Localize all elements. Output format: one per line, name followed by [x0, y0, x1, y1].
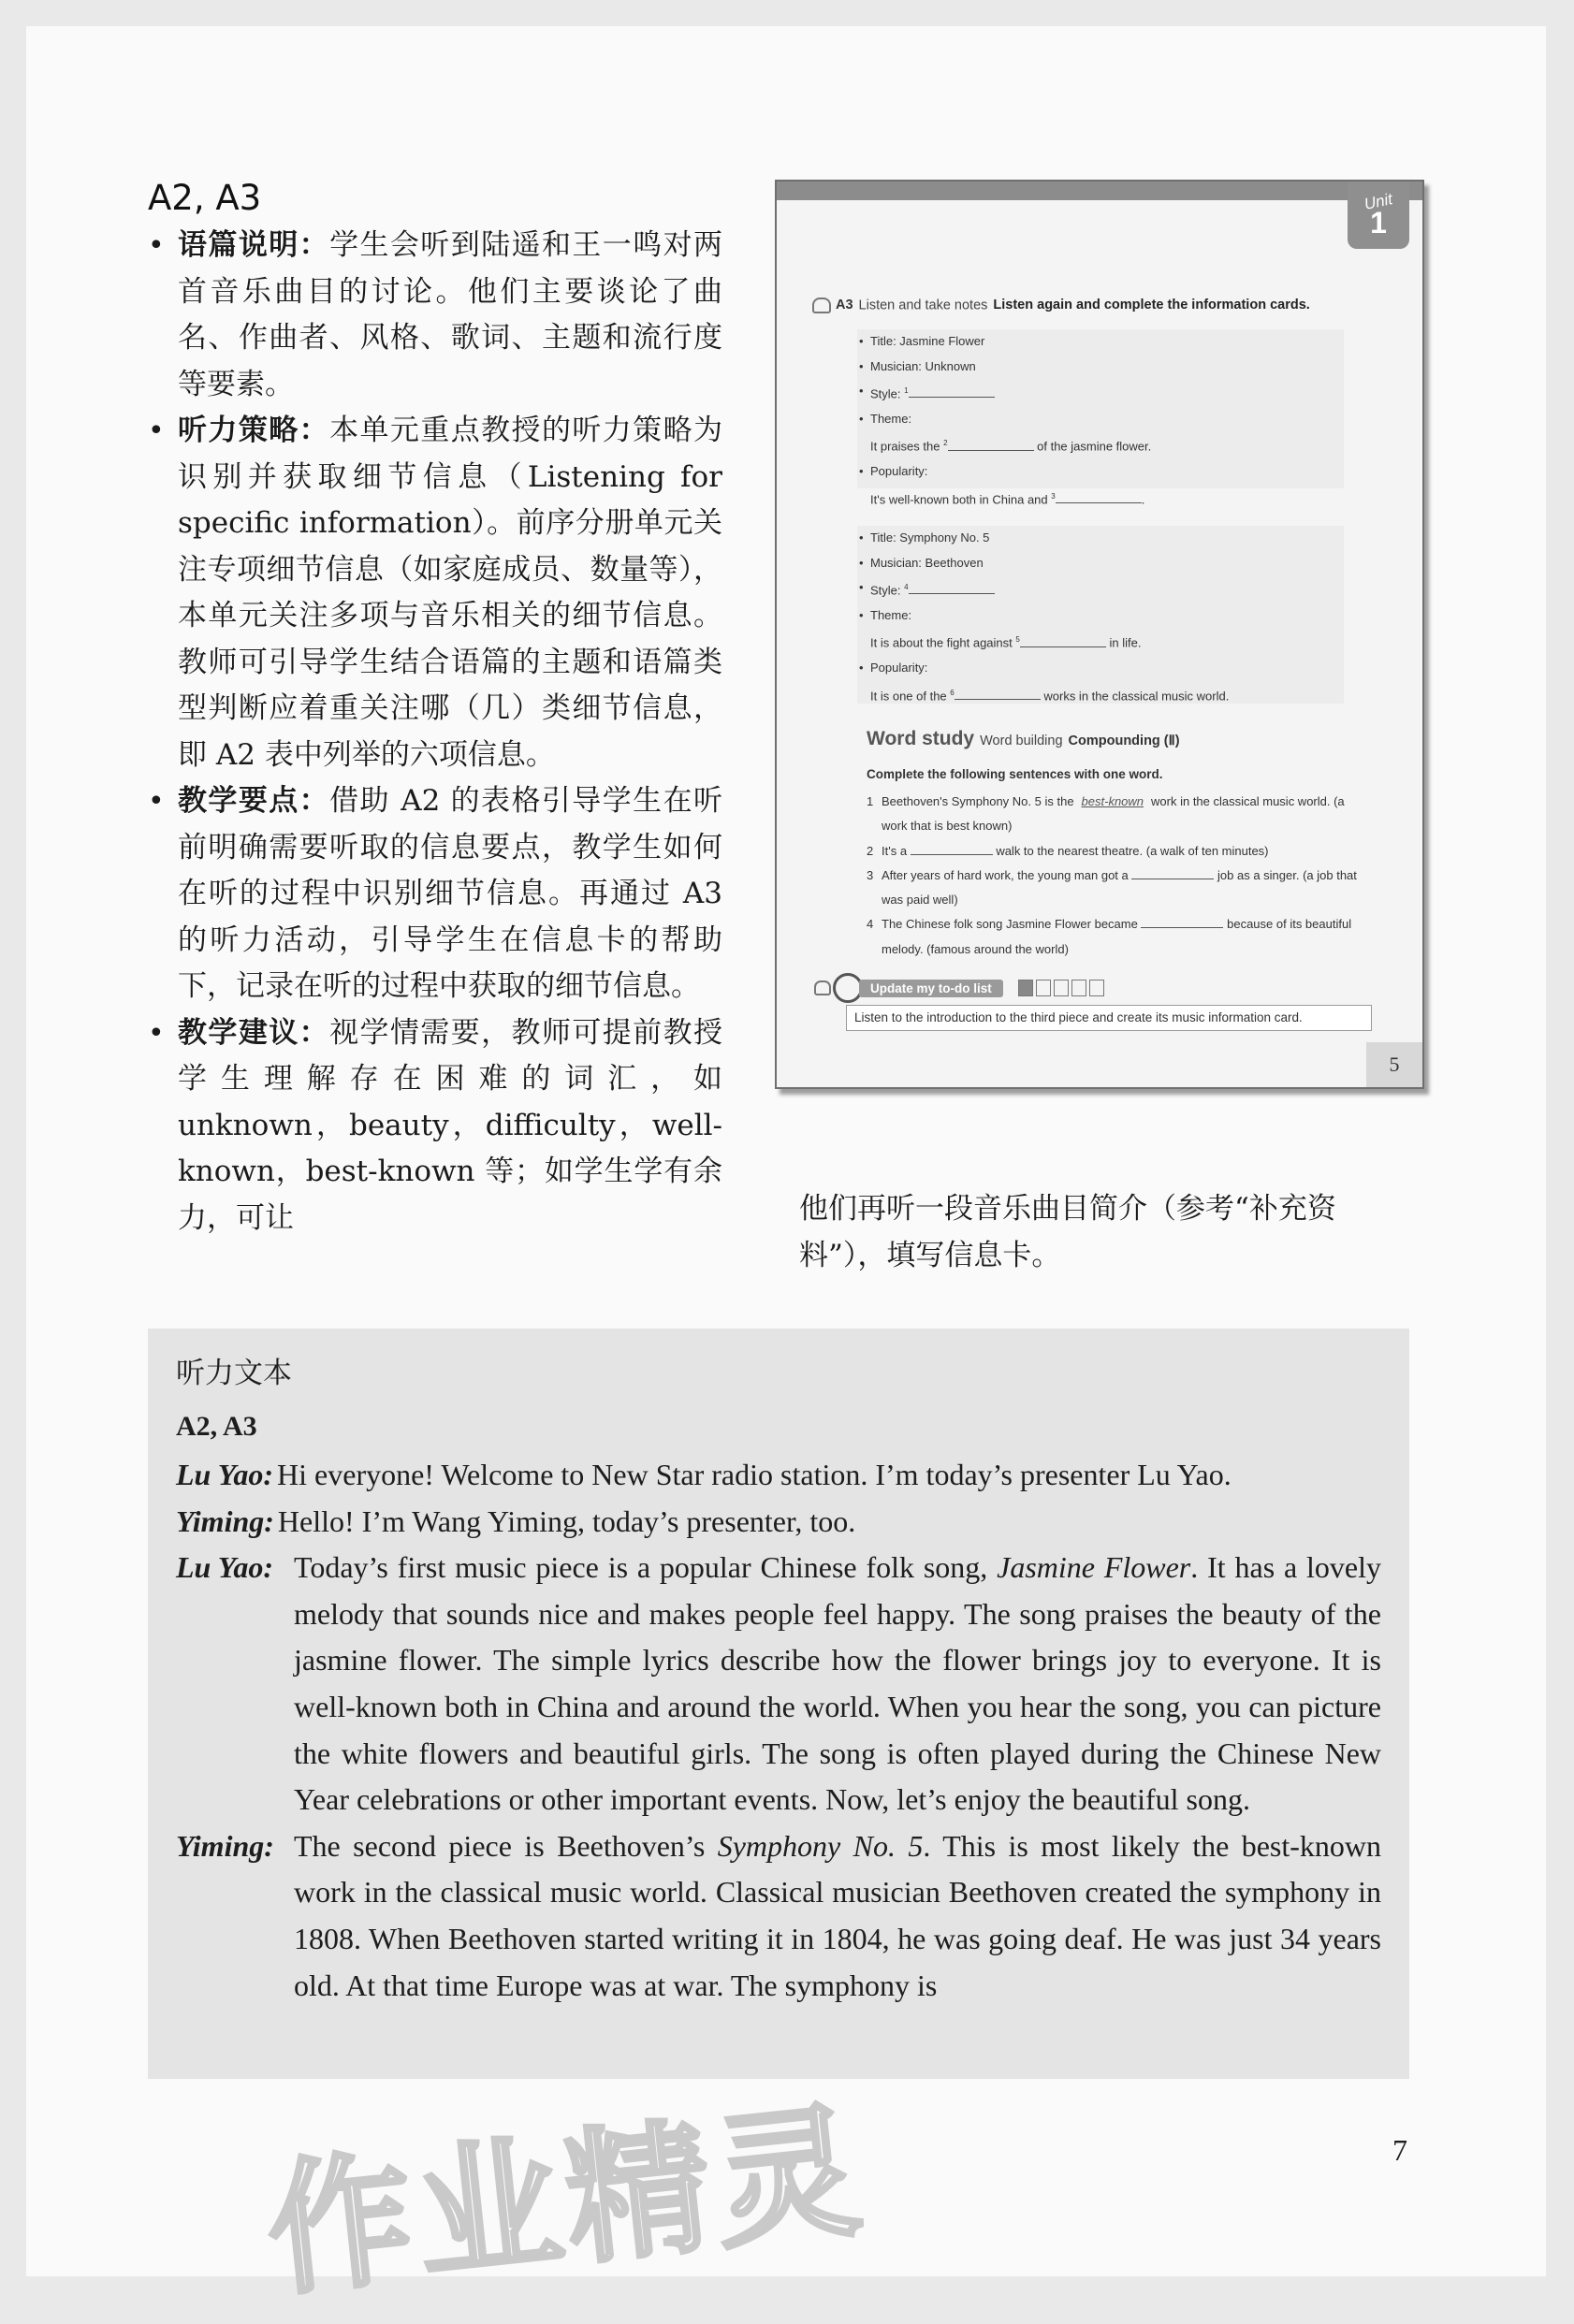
- card-theme: Theme:: [870, 411, 912, 426]
- todo-task: Listen to the introduction to the third piece and create its music information card.: [846, 1005, 1372, 1031]
- textbook-page-image: [775, 180, 1424, 1089]
- textbook-page-number: 5: [1366, 1042, 1422, 1087]
- note-label: 教学要点：: [178, 784, 330, 818]
- page-number: 7: [1392, 2133, 1407, 2167]
- teaching-notes: [146, 223, 722, 1242]
- word-study-label: Word study: [867, 728, 975, 749]
- note-text: 本单元重点教授的听力策略为识别并获取细节信息（Listening for specific information）。前序分册单元关注专项细节信息（如家庭成员、数量等），本单元关注多项与音乐相关的细节信息。教师可引导学生结合语篇的主题和语篇类型判断应着重关注哪（几）类细节信息，即 A2 表中列举的六项信息。: [178, 414, 723, 772]
- unit-number: 1: [1370, 206, 1387, 240]
- word-study-item: 4 The Chinese folk song Jasmine Flower became because of its beautiful melody. (famous around the world): [867, 917, 1352, 956]
- script-heading: 听力文本: [176, 1357, 292, 1390]
- card-popularity-text-end: works in the classical music world.: [1043, 688, 1230, 703]
- card-theme-text-end: in life.: [1109, 635, 1142, 650]
- dialogue-line: [176, 1823, 1381, 2009]
- card-theme: Theme:: [870, 607, 912, 622]
- card-theme-text: It praises the: [870, 439, 940, 454]
- unit-label: Unit: [1363, 190, 1394, 213]
- todo-header: [814, 973, 1107, 1003]
- item-text: The Chinese folk song Jasmine Flower became: [882, 917, 1138, 932]
- word-study-instruction: Complete the following sentences with one word.: [867, 767, 1163, 781]
- card-musician: Musician: Unknown: [870, 358, 976, 373]
- bullet-icon: •: [148, 229, 165, 262]
- progress-boxes: [1018, 980, 1107, 996]
- card-popularity-text-end: .: [1141, 491, 1145, 506]
- word-building-label: Word building: [980, 734, 1063, 748]
- word-study-item: 2 It's a walk to the nearest theatre. (a walk of ten minutes): [867, 843, 1269, 858]
- card-title: Title: Jasmine Flower: [870, 334, 985, 348]
- watermark: 作业精灵: [259, 2086, 873, 2317]
- dialogue: [176, 1452, 1381, 2009]
- section-title: A2, A3: [148, 178, 262, 218]
- speaker: Yiming:: [176, 1828, 274, 1863]
- headphones-icon: [812, 298, 831, 313]
- line-text: Hi everyone! Welcome to New Star radio station. I’m today’s presenter Lu Yao.: [277, 1458, 1232, 1491]
- note-listening-strategy: [146, 408, 722, 778]
- speaker: Yiming:: [176, 1503, 274, 1538]
- script-subheading: A2, A3: [176, 1411, 257, 1442]
- word-study-title: [867, 728, 1180, 750]
- note-label: 教学建议：: [178, 1015, 330, 1050]
- compounding-label: Compounding (Ⅱ): [1068, 734, 1180, 748]
- note-text: 借助 A2 的表格引导学生在听前明确需要听取的信息要点，教学生如何在听的过程中识别细节信息。再通过 A3 的听力活动，引导学生在信息卡的帮助下，记录在听的过程中获取的细节信息。: [178, 784, 722, 1003]
- speaker: Lu Yao:: [176, 1458, 274, 1491]
- todo-label: Update my to-do list: [859, 980, 1003, 997]
- note-text: 视学情需要，教师可提前教授学生理解存在困难的词汇，如 unknown，beauty，difficulty，well-known，best-known 等；如学生学有余力，可让: [178, 1015, 723, 1235]
- a3-header: [812, 298, 1310, 313]
- unit-tab: [1348, 182, 1409, 249]
- card-popularity: Popularity:: [870, 661, 928, 675]
- listening-script-box: [148, 1329, 1409, 2079]
- info-card-symphony: • Title: Symphony No. 5 • Musician: Beethoven • Style: $^4$ • Theme: It is about the fight against $^5$ in life. • Popularity: It is one of the $^6$ works in the classical music world.: [857, 526, 1344, 704]
- card-popularity-text: It is one of the: [870, 688, 947, 703]
- card-theme-text: It is about the fight against: [870, 635, 1013, 650]
- bullet-icon: •: [148, 1016, 165, 1050]
- line-text: Hello! I’m Wang Yiming, today’s presenter, too.: [277, 1503, 856, 1538]
- a3-instruction: Listen again and complete the information cards.: [993, 298, 1310, 313]
- card-musician: Musician: Beethoven: [870, 555, 984, 570]
- note-teaching-suggestions: [146, 1010, 722, 1242]
- dialogue-line: [176, 1452, 1381, 1499]
- card-style: Style:: [870, 386, 901, 401]
- note-text-description: [146, 223, 722, 408]
- speaker: Lu Yao:: [176, 1550, 274, 1585]
- note-teaching-points: [146, 778, 722, 1010]
- word-study-list: [867, 790, 1372, 962]
- line-text: The second piece is Beethoven’s Symphony No. 5. This is most likely the best-known work in the classical music world. Classical musician Beethoven created the symphony in 1808. When Beethoven started writing it in 1804, he was going deaf. He was just 34 years old. At that time Europe was at war. The symphony is: [294, 1828, 1382, 2002]
- card-popularity-text: It's well-known both in China and: [870, 491, 1048, 506]
- headphones-icon: [814, 980, 831, 995]
- card-popularity: Popularity:: [870, 464, 928, 479]
- item-text: Beethoven's Symphony No. 5 is the: [882, 794, 1074, 808]
- textbook-top-bar: [777, 182, 1422, 200]
- dialogue-line: [176, 1499, 1381, 1546]
- note-label: 语篇说明：: [178, 228, 330, 262]
- example-answer: best-known: [1081, 794, 1144, 808]
- dialogue-line: [176, 1545, 1381, 1823]
- item-text: because of its beautiful melody. (famous around the world): [882, 917, 1352, 956]
- card-theme-text-end: of the jasmine flower.: [1037, 439, 1152, 454]
- card-style: Style:: [870, 583, 901, 598]
- bullet-icon: •: [148, 785, 165, 818]
- item-text: work in the classical music world. (a work that is best known): [882, 794, 1345, 834]
- bullet-icon: •: [148, 414, 165, 447]
- a3-label: A3: [836, 298, 853, 313]
- word-study-item: 3 After years of hard work, the young man got a job as a singer. (a job that was paid well): [867, 867, 1357, 908]
- item-text: job as a singer. (a job that was paid well): [882, 867, 1357, 908]
- card-title: Title: Symphony No. 5: [870, 530, 990, 545]
- item-text: walk to the nearest theatre. (a walk of ten minutes): [996, 843, 1269, 858]
- note-continuation: 他们再听一段音乐曲目简介（参考“补充资料”），填写信息卡。: [799, 1192, 1336, 1272]
- note-text: 学生会听到陆遥和王一鸣对两首音乐曲目的讨论。他们主要谈论了曲名、作曲者、风格、歌词、主题和流行度等要素。: [178, 228, 723, 401]
- item-text: It's a: [882, 843, 908, 858]
- a3-title: Listen and take notes: [858, 298, 988, 313]
- note-label: 听力策略：: [178, 414, 330, 447]
- line-text: Today’s first music piece is a popular Chinese folk song, Jasmine Flower. It has a lovely melody that sounds nice and makes people feel happy. The song praises the beauty of the jasmine flower. The simple lyrics describe how the flower brings joy to everyone. It is well-known both in China and around the world. When you hear the song, you can picture the white flowers and beautiful girls. The song is often played during the Chinese New Year celebrations or other important events. Now, let’s enjoy the beautiful song.: [294, 1550, 1382, 1817]
- info-card-jasmine: • Title: Jasmine Flower • Musician: Unknown • Style: $^1$ • Theme: It praises the $^2$ of the jasmine flower. • Popularity: It's well-known both in China and $^3$ .: [857, 329, 1344, 488]
- word-study-item: 1 Beethoven's Symphony No. 5 is the best-known work in the classical music world. (a work that is best known): [867, 794, 1345, 834]
- item-text: After years of hard work, the young man got a: [882, 867, 1129, 882]
